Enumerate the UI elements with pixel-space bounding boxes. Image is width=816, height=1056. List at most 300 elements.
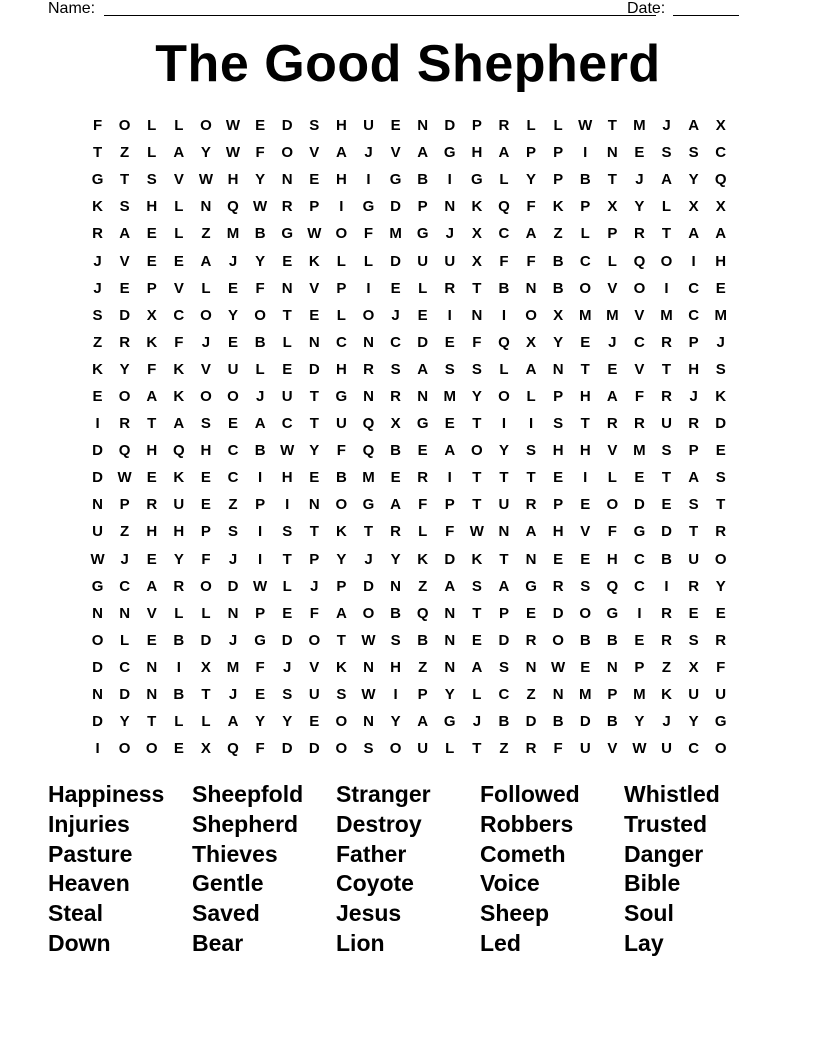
grid-letter[interactable]: U <box>444 252 456 270</box>
grid-letter[interactable]: A <box>227 713 239 731</box>
grid-letter[interactable]: E <box>146 252 157 270</box>
grid-letter[interactable]: W <box>117 469 132 487</box>
grid-letter[interactable]: Z <box>661 658 672 676</box>
grid-letter[interactable]: M <box>578 306 592 324</box>
grid-letter[interactable]: H <box>227 171 239 189</box>
grid-letter[interactable]: Y <box>390 550 401 568</box>
grid-letter[interactable]: F <box>255 144 265 162</box>
grid-letter[interactable]: B <box>335 469 347 487</box>
grid-letter[interactable]: G <box>91 171 104 189</box>
grid-letter[interactable]: S <box>228 523 239 541</box>
grid-letter[interactable]: I <box>447 171 452 189</box>
grid-letter[interactable]: S <box>661 144 672 162</box>
grid-letter[interactable]: S <box>715 360 726 378</box>
grid-letter[interactable]: I <box>258 550 263 568</box>
grid-letter[interactable]: A <box>200 252 212 270</box>
grid-letter[interactable]: W <box>253 198 268 216</box>
grid-letter[interactable]: Q <box>633 252 646 270</box>
grid-letter[interactable]: M <box>578 686 592 704</box>
grid-letter[interactable]: Q <box>606 577 619 595</box>
grid-letter[interactable]: J <box>201 333 211 351</box>
grid-letter[interactable]: T <box>526 469 536 487</box>
grid-letter[interactable]: E <box>390 117 401 135</box>
grid-letter[interactable]: P <box>417 686 428 704</box>
grid-letter[interactable]: T <box>661 225 672 243</box>
grid-letter[interactable]: B <box>579 631 591 649</box>
grid-letter[interactable]: O <box>389 740 402 758</box>
grid-letter[interactable]: J <box>228 252 238 270</box>
grid-letter[interactable]: L <box>336 306 346 324</box>
grid-letter[interactable]: P <box>200 523 211 541</box>
grid-letter[interactable]: A <box>254 415 266 433</box>
grid-letter[interactable]: X <box>471 225 482 243</box>
grid-letter[interactable]: G <box>443 144 456 162</box>
grid-letter[interactable]: K <box>471 550 483 568</box>
grid-letter[interactable]: V <box>119 252 130 270</box>
grid-letter[interactable]: L <box>201 713 211 731</box>
grid-letter[interactable]: C <box>715 144 727 162</box>
grid-letter[interactable]: T <box>282 550 292 568</box>
grid-letter[interactable]: J <box>662 117 671 135</box>
grid-letter[interactable]: G <box>254 631 266 649</box>
grid-letter[interactable]: E <box>553 550 564 568</box>
grid-letter[interactable]: E <box>471 631 482 649</box>
grid-letter[interactable]: N <box>281 279 293 297</box>
grid-letter[interactable]: T <box>499 550 509 568</box>
grid-letter[interactable]: H <box>606 550 618 568</box>
grid-letter[interactable]: N <box>444 658 456 676</box>
grid-letter[interactable]: Y <box>553 333 564 351</box>
grid-letter[interactable]: F <box>147 360 157 378</box>
grid-letter[interactable]: V <box>309 144 320 162</box>
grid-letter[interactable]: Q <box>227 740 239 758</box>
grid-letter[interactable]: L <box>147 117 157 135</box>
grid-letter[interactable]: T <box>499 469 509 487</box>
grid-letter[interactable]: F <box>255 658 265 676</box>
grid-letter[interactable]: A <box>390 496 401 514</box>
grid-letter[interactable]: S <box>92 306 103 324</box>
grid-letter[interactable]: W <box>225 117 241 135</box>
grid-letter[interactable]: G <box>91 577 104 595</box>
grid-letter[interactable]: N <box>308 496 320 514</box>
grid-letter[interactable]: Z <box>92 333 103 351</box>
grid-letter[interactable]: Z <box>499 740 509 758</box>
grid-letter[interactable]: H <box>552 442 564 460</box>
grid-letter[interactable]: G <box>606 604 619 622</box>
grid-letter[interactable]: W <box>632 740 647 758</box>
grid-letter[interactable]: W <box>90 550 105 568</box>
grid-letter[interactable]: I <box>691 252 696 270</box>
grid-letter[interactable]: O <box>335 225 348 243</box>
grid-letter[interactable]: R <box>715 523 727 541</box>
grid-letter[interactable]: M <box>633 117 646 135</box>
grid-letter[interactable]: H <box>471 144 483 162</box>
grid-letter[interactable]: T <box>716 496 726 514</box>
grid-letter[interactable]: V <box>634 360 645 378</box>
grid-letter[interactable]: D <box>92 469 103 487</box>
grid-letter[interactable]: A <box>525 523 537 541</box>
grid-letter[interactable]: W <box>198 171 213 189</box>
grid-letter[interactable]: D <box>498 631 510 649</box>
grid-letter[interactable]: L <box>255 360 265 378</box>
grid-letter[interactable]: N <box>363 387 374 405</box>
grid-letter[interactable]: F <box>716 658 726 676</box>
grid-letter[interactable]: B <box>579 171 591 189</box>
grid-letter[interactable]: S <box>363 740 374 758</box>
grid-letter[interactable]: J <box>228 686 238 704</box>
grid-letter[interactable]: T <box>282 306 292 324</box>
grid-letter[interactable]: J <box>228 631 238 649</box>
grid-letter[interactable]: S <box>336 686 347 704</box>
grid-letter[interactable]: D <box>390 198 401 216</box>
grid-letter[interactable]: O <box>714 740 727 758</box>
grid-letter[interactable]: Y <box>634 713 645 731</box>
grid-letter[interactable]: A <box>173 144 185 162</box>
grid-letter[interactable]: R <box>146 496 158 514</box>
grid-letter[interactable]: E <box>173 252 184 270</box>
grid-letter[interactable]: S <box>580 577 591 595</box>
grid-letter[interactable]: A <box>715 225 727 243</box>
grid-letter[interactable]: Y <box>715 577 726 595</box>
grid-letter[interactable]: J <box>716 333 725 351</box>
grid-letter[interactable]: C <box>119 577 131 595</box>
grid-letter[interactable]: G <box>525 577 537 595</box>
grid-letter[interactable]: B <box>498 279 510 297</box>
grid-letter[interactable]: G <box>633 523 646 541</box>
grid-letter[interactable]: N <box>552 686 564 704</box>
grid-letter[interactable]: N <box>417 117 429 135</box>
grid-letter[interactable]: Y <box>336 550 347 568</box>
grid-letter[interactable]: N <box>552 360 564 378</box>
grid-letter[interactable]: E <box>228 415 239 433</box>
grid-letter[interactable]: C <box>634 577 645 595</box>
grid-letter[interactable]: L <box>418 523 428 541</box>
grid-letter[interactable]: H <box>335 360 347 378</box>
grid-letter[interactable]: U <box>498 496 510 514</box>
grid-letter[interactable]: T <box>689 523 699 541</box>
grid-letter[interactable]: R <box>363 360 374 378</box>
grid-letter[interactable]: Y <box>390 713 401 731</box>
grid-letter[interactable]: Q <box>362 442 375 460</box>
grid-letter[interactable]: S <box>661 442 672 460</box>
grid-letter[interactable]: S <box>146 171 157 189</box>
grid-letter[interactable]: H <box>146 442 158 460</box>
grid-letter[interactable]: H <box>390 658 401 676</box>
grid-letter[interactable]: V <box>607 740 618 758</box>
grid-letter[interactable]: E <box>417 442 428 460</box>
grid-letter[interactable]: K <box>715 387 727 405</box>
grid-letter[interactable]: Y <box>526 171 537 189</box>
grid-letter[interactable]: N <box>417 387 429 405</box>
grid-letter[interactable]: U <box>363 117 374 135</box>
grid-letter[interactable]: S <box>282 686 293 704</box>
grid-letter[interactable]: E <box>607 360 618 378</box>
grid-letter[interactable]: O <box>308 631 321 649</box>
grid-letter[interactable]: O <box>633 279 646 297</box>
grid-letter[interactable]: F <box>634 387 644 405</box>
grid-letter[interactable]: S <box>200 415 211 433</box>
grid-letter[interactable]: S <box>309 117 320 135</box>
grid-letter[interactable]: R <box>119 333 131 351</box>
grid-letter[interactable]: L <box>607 252 617 270</box>
grid-letter[interactable]: Z <box>228 496 238 514</box>
grid-letter[interactable]: P <box>607 225 618 243</box>
grid-letter[interactable]: R <box>417 469 429 487</box>
grid-letter[interactable]: N <box>525 658 537 676</box>
grid-letter[interactable]: B <box>606 713 618 731</box>
grid-letter[interactable]: O <box>498 387 510 405</box>
grid-letter[interactable]: O <box>579 604 592 622</box>
grid-letter[interactable]: S <box>715 469 726 487</box>
grid-letter[interactable]: A <box>498 577 510 595</box>
grid-letter[interactable]: O <box>714 550 727 568</box>
grid-letter[interactable]: C <box>634 333 645 351</box>
grid-letter[interactable]: E <box>580 550 591 568</box>
grid-letter[interactable]: N <box>444 631 456 649</box>
grid-letter[interactable]: K <box>173 469 185 487</box>
grid-letter[interactable]: D <box>661 523 672 541</box>
grid-letter[interactable]: N <box>146 686 158 704</box>
grid-letter[interactable]: J <box>120 550 129 568</box>
grid-letter[interactable]: O <box>579 279 592 297</box>
grid-letter[interactable]: R <box>634 225 645 243</box>
grid-letter[interactable]: E <box>634 469 645 487</box>
grid-letter[interactable]: C <box>281 415 293 433</box>
grid-letter[interactable]: E <box>173 740 184 758</box>
grid-letter[interactable]: D <box>525 713 537 731</box>
grid-letter[interactable]: A <box>119 225 131 243</box>
grid-letter[interactable]: O <box>660 252 673 270</box>
grid-letter[interactable]: X <box>471 252 482 270</box>
grid-letter[interactable]: G <box>362 198 375 216</box>
grid-letter[interactable]: U <box>173 496 185 514</box>
grid-letter[interactable]: A <box>471 658 483 676</box>
grid-letter[interactable]: T <box>363 523 374 541</box>
grid-letter[interactable]: E <box>146 631 157 649</box>
grid-letter[interactable]: B <box>254 333 266 351</box>
grid-letter[interactable]: R <box>525 631 537 649</box>
grid-letter[interactable]: G <box>416 225 429 243</box>
grid-letter[interactable]: F <box>526 198 536 216</box>
grid-letter[interactable]: P <box>119 496 130 514</box>
grid-letter[interactable]: E <box>309 171 320 189</box>
date-field-line[interactable] <box>673 15 739 16</box>
grid-letter[interactable]: O <box>118 117 131 135</box>
grid-letter[interactable]: S <box>119 198 130 216</box>
grid-letter[interactable]: X <box>553 306 564 324</box>
grid-letter[interactable]: A <box>444 442 456 460</box>
grid-letter[interactable]: G <box>416 415 429 433</box>
grid-letter[interactable]: Z <box>418 658 428 676</box>
grid-letter[interactable]: Y <box>228 306 239 324</box>
grid-letter[interactable]: I <box>95 740 100 758</box>
grid-letter[interactable]: J <box>93 252 102 270</box>
grid-letter[interactable]: F <box>526 252 536 270</box>
grid-letter[interactable]: J <box>689 387 698 405</box>
grid-letter[interactable]: Y <box>119 713 130 731</box>
grid-letter[interactable]: O <box>525 306 537 324</box>
grid-letter[interactable]: T <box>309 523 319 541</box>
grid-letter[interactable]: R <box>92 225 103 243</box>
grid-letter[interactable]: J <box>310 577 319 595</box>
grid-letter[interactable]: P <box>634 658 645 676</box>
grid-letter[interactable]: W <box>578 117 593 135</box>
grid-letter[interactable]: Y <box>634 198 645 216</box>
grid-letter[interactable]: C <box>688 279 700 297</box>
grid-letter[interactable]: J <box>662 713 671 731</box>
grid-letter[interactable]: M <box>714 306 727 324</box>
grid-letter[interactable]: U <box>661 740 672 758</box>
grid-letter[interactable]: Y <box>444 686 455 704</box>
grid-letter[interactable]: F <box>472 333 482 351</box>
grid-letter[interactable]: B <box>254 442 266 460</box>
grid-letter[interactable]: R <box>661 333 672 351</box>
grid-letter[interactable]: F <box>418 496 428 514</box>
grid-letter[interactable]: A <box>417 144 429 162</box>
grid-letter[interactable]: P <box>553 387 564 405</box>
grid-letter[interactable]: W <box>361 686 376 704</box>
grid-letter[interactable]: I <box>501 415 507 433</box>
grid-letter[interactable]: A <box>173 415 185 433</box>
grid-letter[interactable]: Z <box>201 225 211 243</box>
grid-letter[interactable]: P <box>417 198 428 216</box>
grid-letter[interactable]: N <box>444 198 456 216</box>
grid-letter[interactable]: D <box>227 577 239 595</box>
grid-letter[interactable]: U <box>688 550 700 568</box>
grid-letter[interactable]: H <box>146 523 158 541</box>
grid-letter[interactable]: L <box>526 387 536 405</box>
grid-letter[interactable]: C <box>498 686 510 704</box>
grid-letter[interactable]: U <box>417 740 429 758</box>
grid-letter[interactable]: O <box>200 577 212 595</box>
grid-letter[interactable]: N <box>146 658 158 676</box>
grid-letter[interactable]: N <box>390 577 401 595</box>
grid-letter[interactable]: O <box>118 387 131 405</box>
grid-letter[interactable]: C <box>579 252 591 270</box>
grid-letter[interactable]: A <box>525 360 537 378</box>
grid-letter[interactable]: E <box>282 360 293 378</box>
grid-letter[interactable]: B <box>417 171 429 189</box>
grid-letter[interactable]: G <box>389 171 402 189</box>
grid-letter[interactable]: L <box>174 604 184 622</box>
grid-letter[interactable]: L <box>336 252 346 270</box>
grid-letter[interactable]: N <box>200 198 212 216</box>
grid-letter[interactable]: O <box>335 496 348 514</box>
grid-letter[interactable]: E <box>715 442 726 460</box>
grid-letter[interactable]: G <box>714 713 727 731</box>
grid-letter[interactable]: A <box>417 713 429 731</box>
grid-letter[interactable]: F <box>255 740 265 758</box>
grid-letter[interactable]: Z <box>418 577 428 595</box>
grid-letter[interactable]: R <box>444 279 456 297</box>
grid-letter[interactable]: T <box>580 415 590 433</box>
grid-letter[interactable]: F <box>174 333 184 351</box>
grid-letter[interactable]: X <box>146 306 157 324</box>
grid-letter[interactable]: D <box>119 686 131 704</box>
grid-letter[interactable]: R <box>119 415 131 433</box>
grid-letter[interactable]: B <box>390 604 401 622</box>
grid-letter[interactable]: L <box>661 198 672 216</box>
grid-letter[interactable]: M <box>362 469 375 487</box>
grid-letter[interactable]: P <box>607 686 618 704</box>
grid-letter[interactable]: S <box>390 360 401 378</box>
grid-letter[interactable]: T <box>472 496 482 514</box>
grid-letter[interactable]: W <box>253 577 268 595</box>
grid-letter[interactable]: J <box>472 713 482 731</box>
grid-letter[interactable]: E <box>255 117 266 135</box>
grid-letter[interactable]: L <box>201 279 211 297</box>
grid-letter[interactable]: Z <box>120 144 130 162</box>
grid-letter[interactable]: E <box>200 496 211 514</box>
grid-letter[interactable]: D <box>92 658 103 676</box>
grid-letter[interactable]: T <box>147 415 157 433</box>
grid-letter[interactable]: F <box>499 252 509 270</box>
grid-letter[interactable]: S <box>498 658 509 676</box>
grid-letter[interactable]: P <box>309 550 320 568</box>
grid-letter[interactable]: K <box>335 658 347 676</box>
grid-letter[interactable]: T <box>472 279 482 297</box>
grid-letter[interactable]: J <box>283 658 292 676</box>
grid-letter[interactable]: P <box>580 198 591 216</box>
grid-letter[interactable]: O <box>91 631 104 649</box>
grid-letter[interactable]: R <box>606 415 618 433</box>
grid-letter[interactable]: Y <box>255 171 266 189</box>
grid-letter[interactable]: B <box>173 631 185 649</box>
grid-letter[interactable]: V <box>146 604 157 622</box>
grid-letter[interactable]: R <box>661 631 672 649</box>
grid-letter[interactable]: K <box>552 198 564 216</box>
grid-letter[interactable]: A <box>335 604 347 622</box>
grid-letter[interactable]: O <box>118 740 131 758</box>
grid-letter[interactable]: E <box>92 387 103 405</box>
grid-letter[interactable]: A <box>688 117 700 135</box>
grid-letter[interactable]: E <box>634 144 645 162</box>
grid-letter[interactable]: P <box>553 144 564 162</box>
grid-letter[interactable]: U <box>227 360 239 378</box>
grid-letter[interactable]: Y <box>255 252 266 270</box>
grid-letter[interactable]: E <box>282 252 293 270</box>
grid-letter[interactable]: L <box>580 225 590 243</box>
grid-letter[interactable]: A <box>444 577 456 595</box>
grid-letter[interactable]: Z <box>526 686 536 704</box>
grid-letter[interactable]: L <box>363 252 374 270</box>
grid-letter[interactable]: T <box>309 387 319 405</box>
grid-letter[interactable]: D <box>715 415 727 433</box>
grid-letter[interactable]: W <box>551 658 566 676</box>
grid-letter[interactable]: K <box>173 360 185 378</box>
grid-letter[interactable]: V <box>173 171 184 189</box>
grid-letter[interactable]: K <box>146 333 158 351</box>
grid-letter[interactable]: S <box>471 360 482 378</box>
grid-letter[interactable]: T <box>472 469 482 487</box>
grid-letter[interactable]: Y <box>200 144 211 162</box>
grid-letter[interactable]: B <box>552 279 564 297</box>
grid-letter[interactable]: D <box>308 360 320 378</box>
grid-letter[interactable]: B <box>606 631 618 649</box>
grid-letter[interactable]: P <box>146 279 157 297</box>
grid-letter[interactable]: W <box>361 631 376 649</box>
grid-letter[interactable]: E <box>580 333 591 351</box>
grid-letter[interactable]: M <box>226 225 240 243</box>
grid-letter[interactable]: J <box>93 279 102 297</box>
grid-letter[interactable]: X <box>200 740 211 758</box>
grid-letter[interactable]: L <box>147 144 157 162</box>
grid-letter[interactable]: A <box>525 225 537 243</box>
grid-letter[interactable]: U <box>417 252 429 270</box>
grid-letter[interactable]: A <box>688 469 700 487</box>
grid-letter[interactable]: E <box>553 469 564 487</box>
grid-letter[interactable]: I <box>285 496 290 514</box>
